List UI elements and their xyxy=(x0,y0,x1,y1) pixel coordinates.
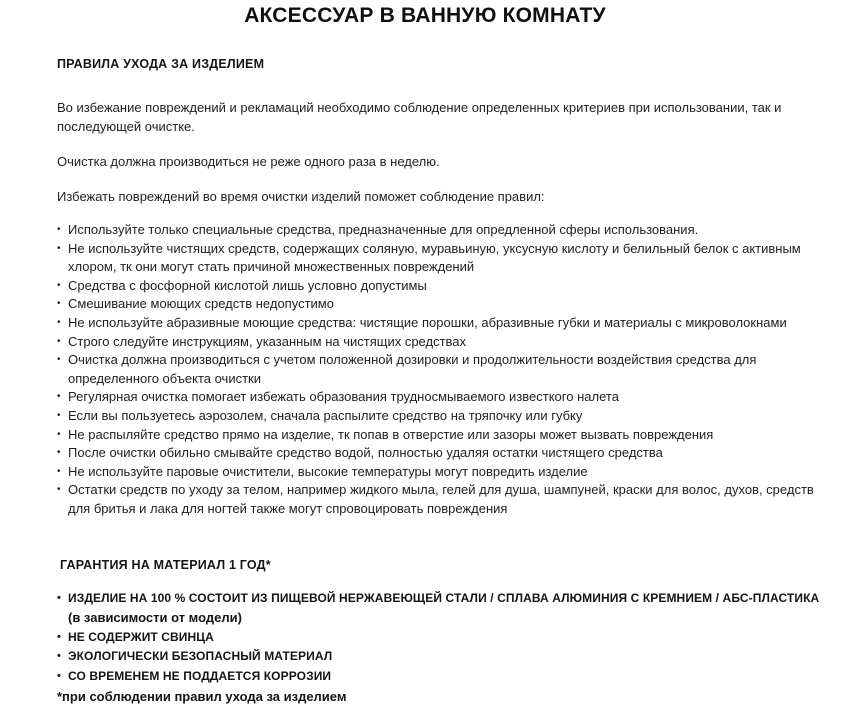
list-item xyxy=(57,628,825,648)
list-item-text: СО ВРЕМЕНЕМ НЕ ПОДДАЕТСЯ КОРРОЗИИ xyxy=(68,668,332,683)
warranty-section-heading: ГАРАНТИЯ НА МАТЕРИАЛ 1 ГОД* xyxy=(60,557,271,572)
bullet-icon: • xyxy=(57,465,61,477)
warranty-footnote: *при соблюдении правил ухода за изделием xyxy=(57,689,347,704)
list-item-text: После очистки обильно смывайте средство водой, полностью удаляя остатки чистящего средства xyxy=(68,445,663,461)
list-item xyxy=(57,314,822,333)
bullet-icon: • xyxy=(57,391,61,403)
bullet-icon: • xyxy=(57,316,61,328)
list-item-text: НЕ СОДЕРЖИТ СВИНЦА xyxy=(68,629,214,644)
bullet-icon: • xyxy=(57,630,61,643)
list-item-text: Остатки средств по уходу за телом, например жидкого мыла, гелей для душа, шампуней, краски для волос, духов, средств для бритья и лака для ногтей также могут спровоцировать повреждения xyxy=(68,482,814,516)
list-item xyxy=(57,407,822,426)
list-item-text: Средства с фосфорной кислотой лишь условно допустимы xyxy=(68,277,427,293)
list-item-text: Если вы пользуетесь аэрозолем, сначала распылите средство на тряпочку или губку xyxy=(68,407,583,423)
list-item xyxy=(57,463,822,482)
care-section-heading: ПРАВИЛА УХОДА ЗА ИЗДЕЛИЕМ xyxy=(57,57,265,71)
document-content xyxy=(0,57,850,706)
care-intro-paragraph: Во избежание повреждений и рекламаций необходимо соблюдение определенных критериев при использовании, так и последующей очистке. xyxy=(57,100,782,134)
bullet-icon: • xyxy=(57,298,61,310)
list-item-text: ИЗДЕЛИЕ НА 100 % СОСТОИТ ИЗ ПИЩЕВОЙ НЕРЖАВЕЮЩЕЙ СТАЛИ / СПЛАВА АЛЮМИНИЯ С КРЕМНИЕМ / АБС-ПЛАСТИКА xyxy=(68,590,820,605)
list-item xyxy=(57,277,822,296)
bullet-icon: • xyxy=(57,669,61,682)
list-item xyxy=(57,589,825,628)
list-item-text: Смешивание моющих средств недопустимо xyxy=(68,296,334,312)
list-item xyxy=(57,647,825,667)
list-item xyxy=(57,667,825,687)
list-item xyxy=(57,221,822,240)
list-item-text: Не используйте абразивные моющие средства: чистящие порошки, абразивные губки и материалы с микроволокнами xyxy=(68,314,787,330)
warranty-list xyxy=(57,589,825,687)
document-page xyxy=(0,4,850,704)
list-item xyxy=(57,333,822,352)
list-item-text: Не используйте чистящих средств, содержащих соляную, муравьиную, уксусную кислоту и белильный белок с активным хлором, тк они могут стать причиной множественных повреждений xyxy=(68,240,801,275)
list-item-text: Не используйте паровые очистители, высокие температуры могут повредить изделие xyxy=(68,463,588,479)
list-item-text: Не распыляйте средство прямо на изделие, тк попав в отверстие или зазоры может вызвать повреждения xyxy=(68,426,714,442)
bullet-icon: • xyxy=(57,242,61,254)
care-rules-lead-paragraph: Избежать повреждений во время очистки изделий поможет соблюдение правил: xyxy=(57,189,545,204)
list-item xyxy=(57,295,822,314)
bullet-icon: • xyxy=(57,409,61,421)
bullet-icon: • xyxy=(57,335,61,347)
bullet-icon: • xyxy=(57,354,61,366)
list-item-text: Очистка должна производиться с учетом положенной дозировки и продолжительности воздействия средства для определенного объекта очистки xyxy=(68,352,757,386)
list-item-text: Строго следуйте инструкциям, указанным на чистящих средствах xyxy=(68,333,467,349)
list-item xyxy=(57,444,822,463)
bullet-icon: • xyxy=(57,484,61,496)
bullet-icon: • xyxy=(57,591,61,604)
list-item xyxy=(57,426,822,445)
care-frequency-paragraph: Очистка должна производиться не реже одного раза в неделю. xyxy=(57,154,440,169)
warranty-model-note: (в зависимости от модели) xyxy=(68,610,242,625)
bullet-icon: • xyxy=(57,279,61,291)
bullet-icon: • xyxy=(57,650,61,662)
bullet-icon: • xyxy=(57,428,61,440)
list-item xyxy=(57,388,822,407)
list-item-text: Регулярная очистка помогает избежать образования трудносмываемого известкого налета xyxy=(68,389,619,405)
bullet-icon: • xyxy=(57,447,61,459)
bullet-icon: • xyxy=(57,224,61,235)
care-rules-list xyxy=(57,221,822,519)
list-item xyxy=(57,481,822,518)
list-item-text: ЭКОЛОГИЧЕСКИ БЕЗОПАСНЫЙ МАТЕРИАЛ xyxy=(68,649,333,663)
list-item xyxy=(57,240,822,277)
list-item-text: Используйте только специальные средства, предназначенные для опредленной сферы использования. xyxy=(68,222,699,237)
page-title: АКСЕССУАР В ВАННУЮ КОМНАТУ xyxy=(244,4,606,27)
list-item xyxy=(57,351,822,388)
